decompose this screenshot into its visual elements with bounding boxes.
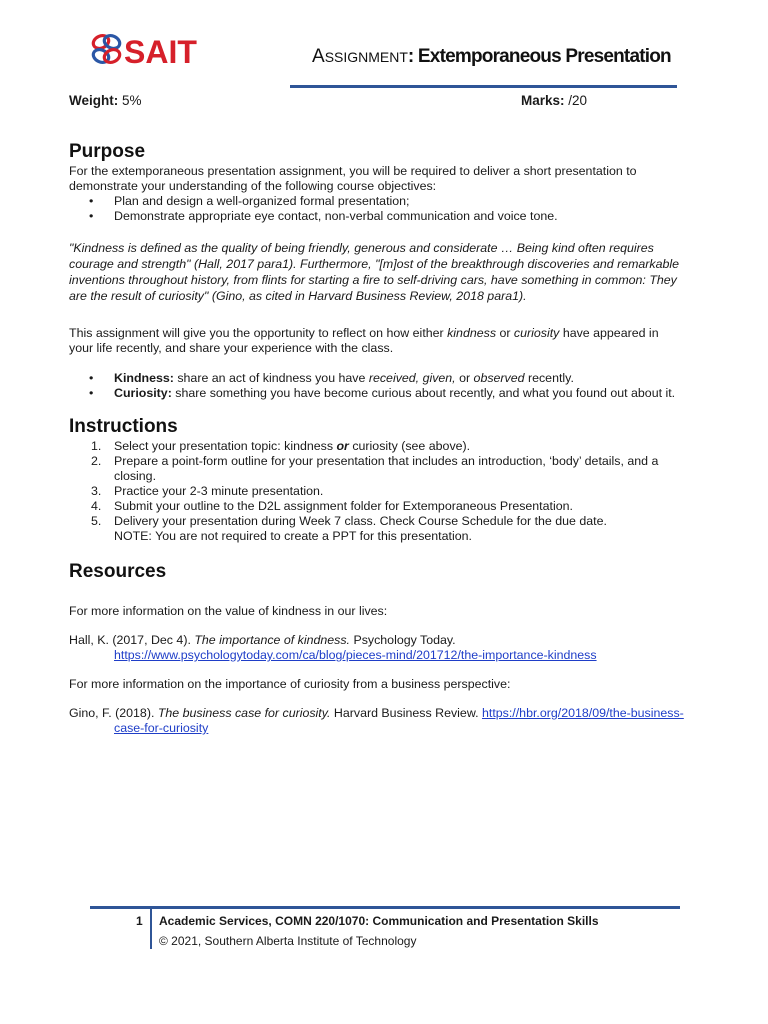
kindness-label: Kindness:	[114, 371, 174, 385]
marks-field	[521, 93, 587, 108]
title-prefix-rest: SSIGNMENT	[324, 49, 408, 65]
gino-publisher: Harvard Business Review.	[330, 706, 482, 720]
instruction-step	[69, 454, 684, 484]
sait-logo	[88, 28, 218, 72]
purpose-heading: Purpose	[69, 141, 146, 162]
step-text: Select your presentation topic: kindness	[114, 439, 337, 453]
kindness-text-end: recently.	[524, 371, 574, 385]
purpose-quote: "Kindness is defined as the quality of being friendly, generous and considerate … Being kind often requires courage and strength" (Hall, 2017 para1). Furthermore, "[m]ost of the breakthrough discoveries and remarkable inventions throughout history, from flints for starting a fire to self-driving cars, have something in common: They are the result of curiosity" (Gino, as cited in Harvard Business Review, 2018 para1).	[69, 241, 680, 303]
purpose-intro: For the extemporaneous presentation assignment, you will be required to deliver a short presentation to demonstrate your understanding of the following course objectives:	[69, 164, 637, 193]
instruction-step	[69, 514, 684, 544]
marks-value: /20	[568, 93, 588, 108]
gino-title: The business case for curiosity.	[157, 706, 331, 720]
footer-course: Academic Services, COMN 220/1070: Communication and Presentation Skills	[159, 914, 599, 928]
hall-title: The importance of kindness.	[194, 633, 350, 647]
instruction-step	[69, 439, 684, 454]
footer-copyright: © 2021, Southern Alberta Institute of Technology	[159, 934, 417, 948]
instructions-list	[69, 439, 684, 544]
footer-vertical-divider	[150, 909, 152, 949]
step1-or: or	[336, 439, 349, 453]
instructions-heading: Instructions	[69, 416, 178, 437]
header-divider	[290, 85, 677, 88]
hall-link[interactable]: https://www.psychologytoday.com/ca/blog/pieces-mind/201712/the-importance-kindness	[114, 648, 597, 662]
gino-author: Gino, F. (2018).	[69, 706, 158, 720]
marks-label: Marks:	[521, 93, 565, 108]
instruction-note: NOTE: You are not required to create a PPT for this presentation.	[114, 529, 472, 543]
sait-logo-graphic	[88, 28, 218, 72]
curiosity-label: Curiosity:	[114, 386, 172, 400]
opportunity-kindness: kindness	[447, 326, 497, 340]
gino-link[interactable]: https://hbr.org/2018/09/the-business-case-for-curiosity	[114, 706, 684, 735]
title-prefix-cap: A	[312, 46, 325, 67]
topic-kindness	[69, 371, 684, 386]
curiosity-text: share something you have become curious about recently, and what you found out about it.	[171, 386, 676, 400]
step-number: 4.	[91, 499, 102, 513]
kindness-or: or	[455, 371, 474, 385]
step-number: 5.	[91, 514, 102, 528]
opportunity-part1: This assignment will give you the opportunity to reflect on how either	[69, 326, 448, 340]
kindness-observed: observed	[473, 371, 525, 385]
opportunity-or: or	[496, 326, 514, 340]
instruction-step	[69, 499, 684, 514]
hall-citation	[69, 633, 684, 663]
instruction-step	[69, 484, 684, 499]
footer-divider	[90, 906, 680, 909]
step-number: 2.	[91, 454, 102, 468]
assignment-title	[312, 46, 671, 68]
step-text: Prepare a point-form outline for your presentation that includes an introduction, ‘body’ details, and a closing.	[114, 454, 659, 483]
topic-curiosity	[69, 386, 684, 401]
weight-value: 5%	[122, 93, 142, 108]
weight-label: Weight:	[69, 93, 119, 108]
kindness-resource-intro: For more information on the value of kindness in our lives:	[69, 604, 388, 618]
resources-heading: Resources	[69, 561, 167, 582]
page-number: 1	[136, 914, 143, 928]
step-number: 3.	[91, 484, 102, 498]
title-main: : Extemporaneous Presentation	[407, 46, 671, 67]
gino-citation	[69, 706, 684, 736]
hall-author: Hall, K. (2017, Dec 4).	[69, 633, 195, 647]
opportunity-part2: have appeared in your life recently, and share your experience with the class.	[69, 326, 659, 355]
logo-text: SAIT	[124, 34, 197, 70]
objective-item: • Plan and design a well-organized formal presentation;	[69, 194, 684, 209]
step-text-end: curiosity (see above).	[348, 439, 471, 453]
step-text: Practice your 2-3 minute presentation.	[114, 484, 324, 498]
step-number: 1.	[91, 439, 102, 453]
step-text: Delivery your presentation during Week 7 class. Check Course Schedule for the due date.	[114, 514, 607, 528]
kindness-received: received, given,	[368, 371, 456, 385]
opportunity-paragraph	[69, 326, 684, 356]
opportunity-curiosity: curiosity	[513, 326, 560, 340]
step-text: Submit your outline to the D2L assignment folder for Extemporaneous Presentation.	[114, 499, 573, 513]
document-body	[69, 140, 684, 736]
hall-publisher: Psychology Today.	[350, 633, 456, 647]
objective-item: • Demonstrate appropriate eye contact, non-verbal communication and voice tone.	[69, 209, 684, 224]
topics-list	[69, 371, 684, 401]
curiosity-resource-intro: For more information on the importance of curiosity from a business perspective:	[69, 677, 511, 691]
kindness-text: share an act of kindness you have	[173, 371, 369, 385]
weight-field	[69, 93, 142, 108]
objectives-list	[69, 194, 684, 224]
